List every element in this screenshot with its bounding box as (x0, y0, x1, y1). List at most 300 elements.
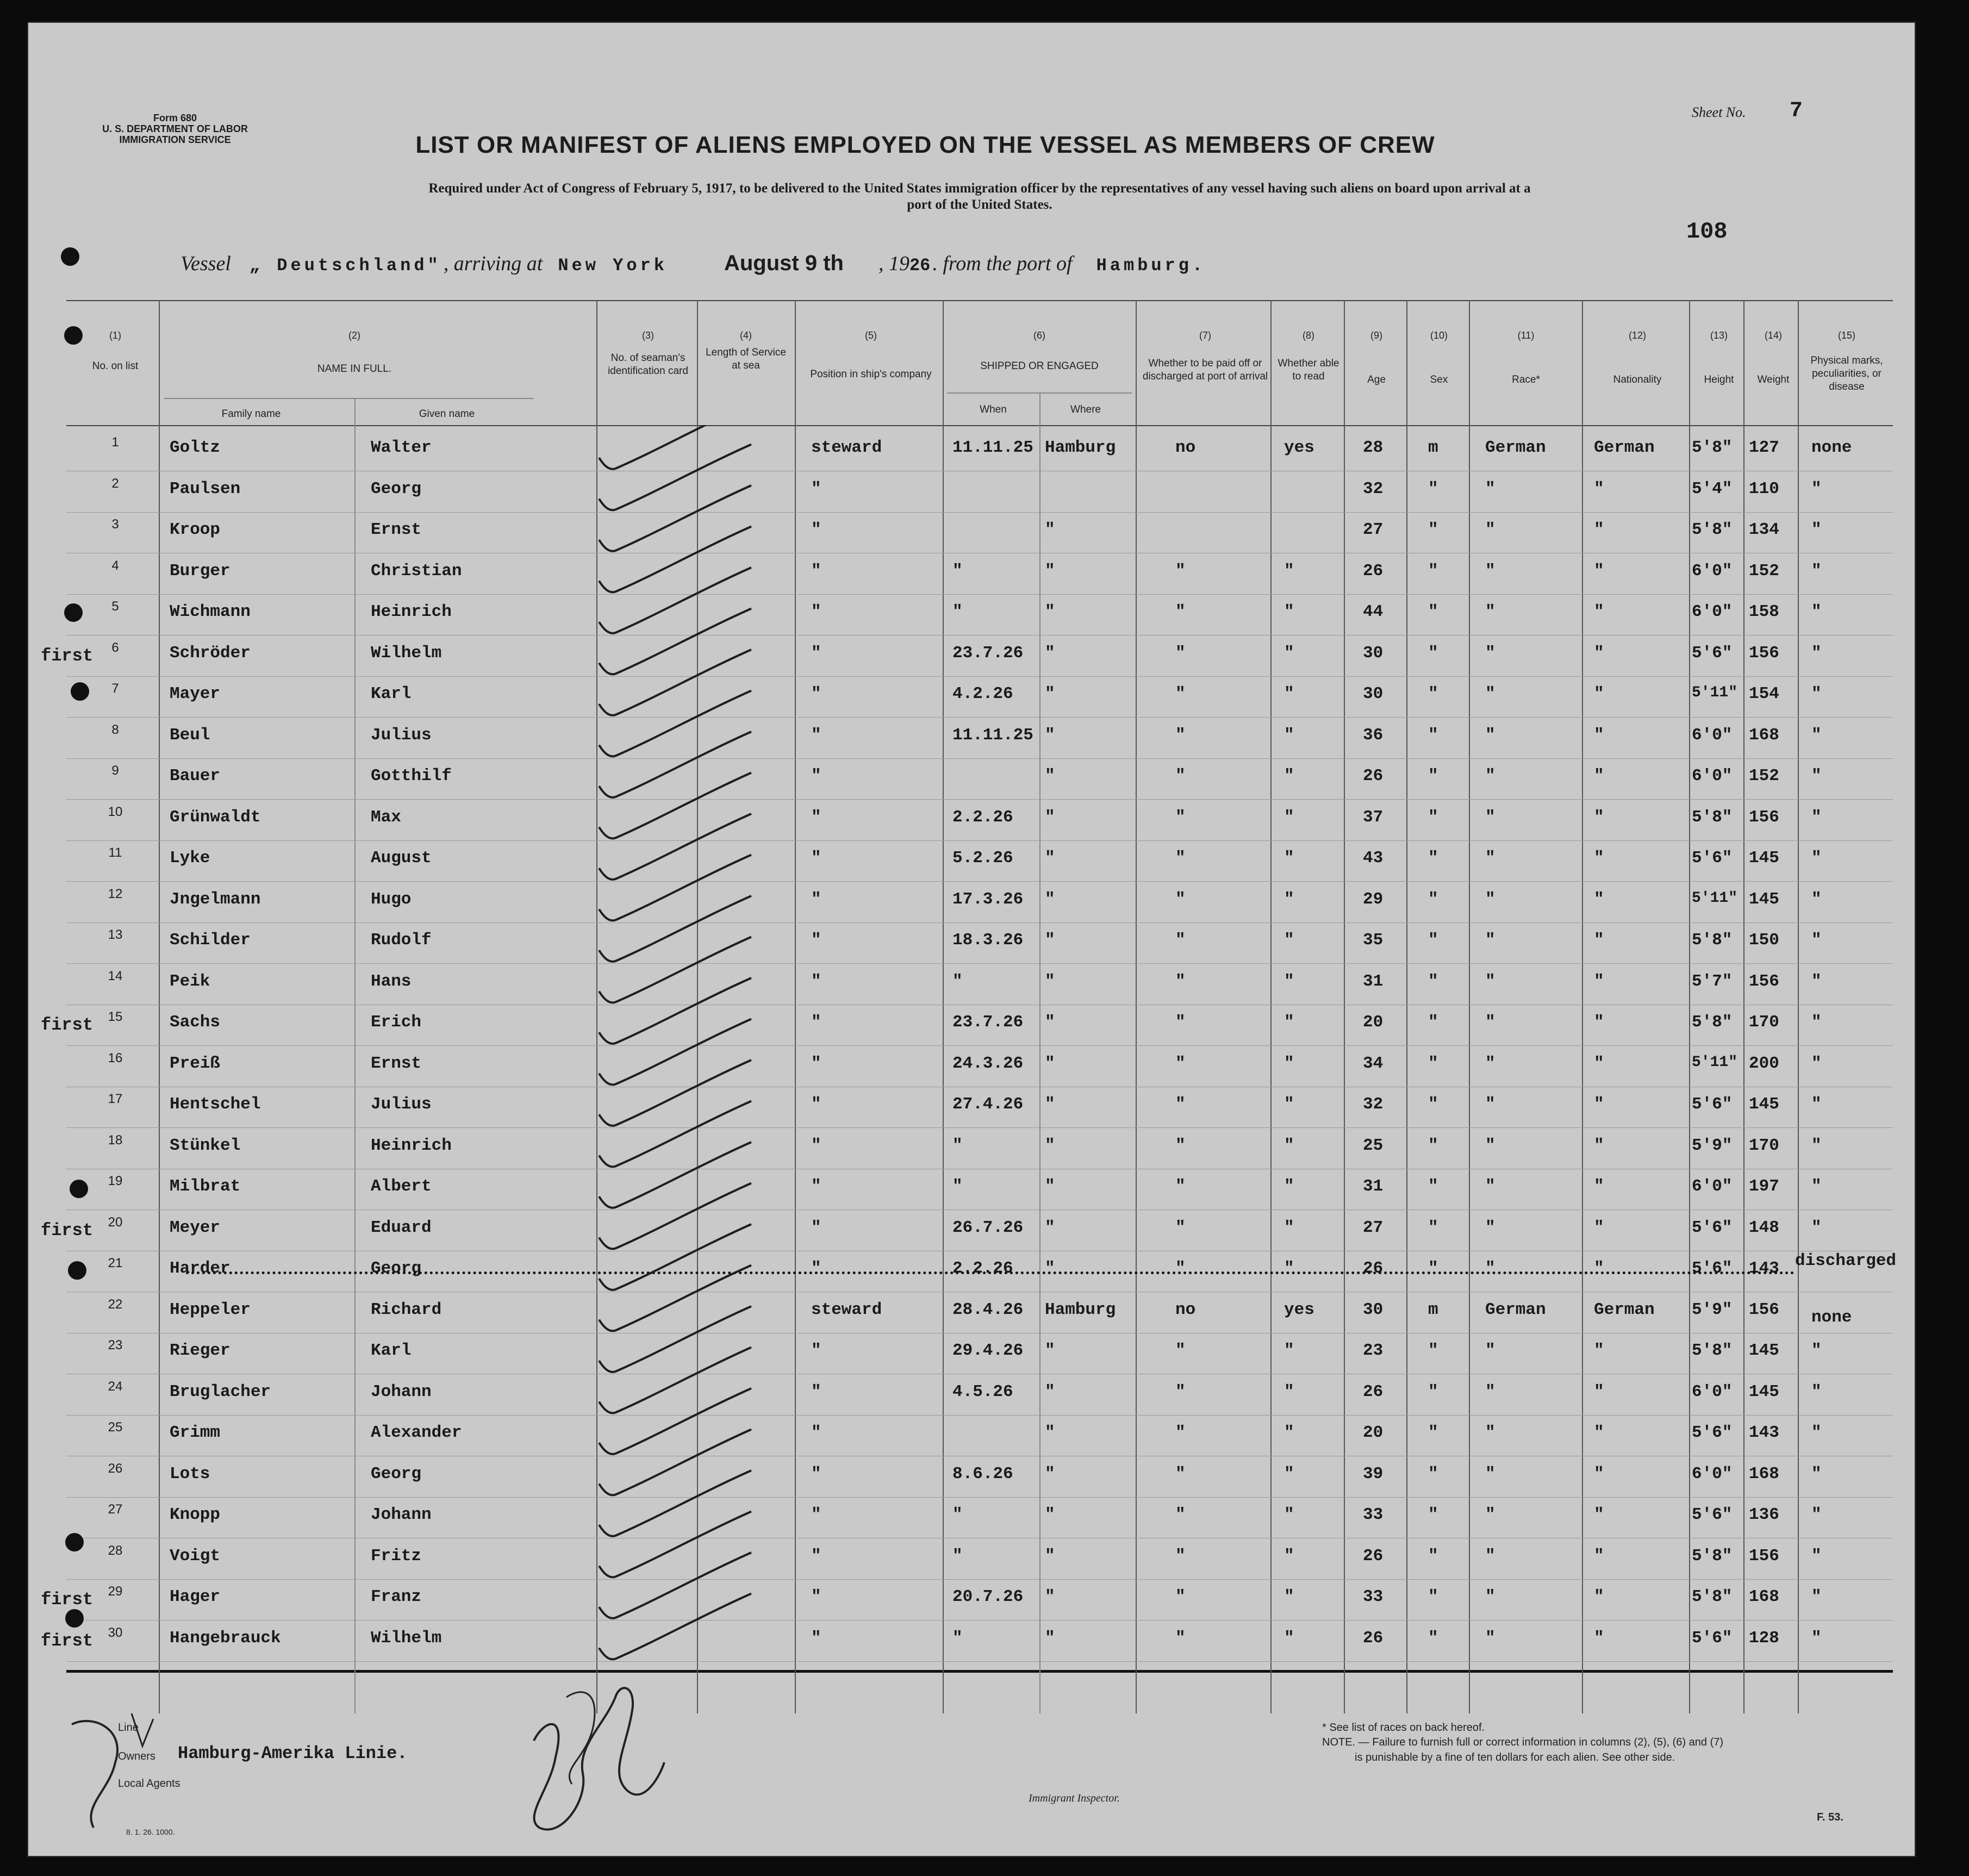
subtitle (219, 180, 1741, 213)
nationality-cell: " (1594, 1341, 1604, 1360)
race-cell: German (1485, 1300, 1546, 1319)
position-cell: " (811, 1547, 821, 1566)
position-cell: " (811, 849, 821, 868)
given-name-cell: Max (371, 808, 401, 827)
sex-cell: " (1428, 1629, 1438, 1648)
race-cell: " (1485, 684, 1496, 703)
table-row (66, 595, 1893, 636)
check-mark (599, 896, 751, 962)
check-mark (599, 485, 751, 551)
weight-cell: 110 (1749, 479, 1779, 498)
year-suffix: 26 (909, 255, 931, 276)
race-cell: " (1485, 1464, 1496, 1484)
position-cell: " (811, 1382, 821, 1401)
shipped-where-cell: " (1045, 1464, 1055, 1484)
nationality-cell: " (1594, 1136, 1604, 1155)
position-cell: " (811, 479, 821, 498)
row-rule (66, 1620, 1893, 1621)
form-code: F. 53. (1817, 1811, 1843, 1823)
colnum: (1) (109, 330, 121, 341)
paid-off-cell: " (1175, 1464, 1186, 1484)
physical-marks-cell: " (1811, 972, 1822, 991)
given-name-cell: Georg (371, 1259, 422, 1278)
given-name-cell: Erich (371, 1013, 422, 1032)
physical-marks-cell: " (1811, 849, 1822, 868)
height-cell: 5'8" (1692, 1587, 1733, 1606)
paid-off-cell: " (1175, 1341, 1186, 1360)
nationality-cell: " (1594, 1054, 1604, 1073)
age-cell: 25 (1363, 1136, 1384, 1155)
table-row (66, 472, 1893, 513)
family-name-cell: Lyke (170, 849, 210, 868)
year-prefix: , 19 (878, 252, 909, 275)
table-row (66, 1621, 1893, 1662)
row-number: 16 (108, 1051, 123, 1065)
physical-marks-cell: " (1811, 520, 1822, 539)
age-cell: 30 (1363, 644, 1384, 663)
physical-marks-cell: " (1811, 890, 1822, 909)
shipped-when-cell: " (952, 1136, 963, 1155)
given-name-cell: Richard (371, 1300, 442, 1319)
height-cell: 5'9" (1692, 1300, 1733, 1319)
height-cell: 6'0" (1692, 1464, 1733, 1484)
shipped-when-cell: " (952, 602, 963, 621)
age-cell: 27 (1363, 520, 1384, 539)
nationality-cell: " (1594, 479, 1604, 498)
given-name-cell: Heinrich (371, 1136, 452, 1155)
sex-cell: " (1428, 766, 1438, 786)
family-name-cell: Mayer (170, 684, 221, 703)
race-cell: " (1485, 849, 1496, 868)
weight-cell: 168 (1749, 1464, 1779, 1484)
height-cell: 5'6" (1692, 1505, 1733, 1524)
weight-cell: 152 (1749, 766, 1779, 786)
family-name-cell: Kroop (170, 520, 221, 539)
given-name-cell: Fritz (371, 1547, 422, 1566)
shipped-where-cell: " (1045, 808, 1055, 827)
sex-cell: " (1428, 1136, 1438, 1155)
family-name-cell: Voigt (170, 1547, 221, 1566)
sex-cell: " (1428, 644, 1438, 663)
position-cell: " (811, 1177, 821, 1196)
sheet-label: Sheet No. (1692, 104, 1746, 120)
weight-cell: 143 (1749, 1423, 1779, 1442)
physical-marks-cell: " (1811, 1013, 1822, 1032)
race-cell: " (1485, 808, 1496, 827)
age-cell: 26 (1363, 562, 1384, 581)
nationality-cell: " (1594, 644, 1604, 663)
check-mark (599, 650, 751, 715)
port-arrival: New York (558, 255, 668, 276)
shipped-where-cell: Hamburg (1045, 1300, 1116, 1319)
able-read-cell: " (1284, 1218, 1294, 1237)
table-body (66, 431, 1897, 1670)
nationality-cell: " (1594, 766, 1604, 786)
nationality-cell: " (1594, 1013, 1604, 1032)
position-cell: " (811, 1464, 821, 1484)
shipped-where-cell: " (1045, 1629, 1055, 1648)
check-mark (599, 1019, 751, 1085)
port-from: Hamburg. (1096, 255, 1206, 276)
table-row (66, 1457, 1893, 1498)
physical-marks-cell: " (1811, 1054, 1822, 1073)
weight-cell: 145 (1749, 1341, 1779, 1360)
age-cell: 43 (1363, 849, 1384, 868)
nationality-cell: " (1594, 726, 1604, 745)
check-mark (599, 1101, 751, 1167)
row-number: 26 (108, 1461, 123, 1476)
physical-marks-cell: " (1811, 1505, 1822, 1524)
race-cell: " (1485, 1177, 1496, 1196)
shipped-when-cell: 17.3.26 (952, 890, 1024, 909)
height-cell: 5'7" (1692, 972, 1733, 991)
position-cell: " (811, 602, 821, 621)
paid-off-cell: " (1175, 1423, 1186, 1442)
age-cell: 29 (1363, 890, 1384, 909)
able-read-cell: " (1284, 1423, 1294, 1442)
shipped-when-cell: 28.4.26 (952, 1300, 1024, 1319)
shipped-when-cell: 23.7.26 (952, 1013, 1024, 1032)
weight-cell: 168 (1749, 1587, 1779, 1606)
weight-cell: 127 (1749, 438, 1779, 457)
margin-note: first (41, 1590, 94, 1610)
race-cell: " (1485, 1341, 1496, 1360)
height-cell: 5'8" (1692, 931, 1733, 950)
row-number: 28 (108, 1543, 123, 1558)
sex-cell: " (1428, 1547, 1438, 1566)
age-cell: 32 (1363, 479, 1384, 498)
check-mark (599, 814, 751, 880)
paid-off-cell: " (1175, 1505, 1186, 1524)
header-physical: Physical marks, peculiarities, or disease (1810, 355, 1883, 392)
family-name-cell: Schilder (170, 931, 251, 950)
paid-off-cell: " (1175, 1177, 1186, 1196)
given-name-cell: Rudolf (371, 931, 432, 950)
able-read-cell: " (1284, 1382, 1294, 1401)
age-cell: 33 (1363, 1587, 1384, 1606)
header-name-in-full: NAME IN FULL. (317, 363, 392, 375)
race-cell: " (1485, 1136, 1496, 1155)
weight-cell: 145 (1749, 1382, 1779, 1401)
paid-off-cell: " (1175, 1095, 1186, 1114)
check-mark (599, 1266, 751, 1331)
age-cell: 26 (1363, 1629, 1384, 1648)
note-penalty: NOTE. — Failure to furnish full or correct information in columns (2), (5), (6) and (7) (1322, 1736, 1724, 1748)
able-read-cell: " (1284, 1259, 1294, 1278)
given-name-cell: Franz (371, 1587, 422, 1606)
paid-off-cell: " (1175, 890, 1186, 909)
table-row (66, 1169, 1893, 1211)
sex-cell: " (1428, 890, 1438, 909)
row-number: 24 (108, 1379, 123, 1394)
family-name-cell: Hangebrauck (170, 1629, 281, 1648)
table-row (66, 636, 1893, 677)
header-no-on-list: No. on list (92, 360, 139, 372)
shipped-where-cell: " (1045, 890, 1055, 909)
sex-cell: " (1428, 684, 1438, 703)
sex-cell: " (1428, 1054, 1438, 1073)
table-row (66, 1293, 1893, 1334)
family-name-cell: Grünwaldt (170, 808, 261, 827)
nationality-cell: " (1594, 684, 1604, 703)
weight-cell: 154 (1749, 684, 1779, 703)
height-cell: 5'6" (1692, 1629, 1733, 1648)
manifest-sheet (27, 22, 1916, 1857)
header-shipped: SHIPPED OR ENGAGED (980, 360, 1099, 372)
sex-cell: " (1428, 1095, 1438, 1114)
check-mark (599, 445, 751, 510)
weight-cell: 145 (1749, 890, 1779, 909)
row-rule (66, 1127, 1893, 1128)
height-cell: 6'0" (1692, 1177, 1733, 1196)
sex-cell: " (1428, 1259, 1438, 1278)
race-cell: " (1485, 1054, 1496, 1073)
family-name-cell: Schröder (170, 644, 251, 663)
height-cell: 5'6" (1692, 1423, 1733, 1442)
weight-cell: 150 (1749, 931, 1779, 950)
age-cell: 20 (1363, 1013, 1384, 1032)
shipped-where-cell: " (1045, 1587, 1055, 1606)
colnum: (5) (865, 330, 877, 341)
weight-cell: 156 (1749, 644, 1779, 663)
position-cell: " (811, 520, 821, 539)
table-row (66, 1129, 1893, 1170)
family-name-cell: Rieger (170, 1341, 230, 1360)
shipped-when-cell: " (952, 1505, 963, 1524)
family-name-cell: Harder (170, 1259, 230, 1278)
family-name-cell: Paulsen (170, 479, 241, 498)
age-cell: 23 (1363, 1341, 1384, 1360)
height-cell: 5'8" (1692, 1013, 1733, 1032)
shipped-when-cell: 27.4.26 (952, 1095, 1024, 1114)
shipped-where-cell: " (1045, 766, 1055, 786)
nationality-cell: " (1594, 1423, 1604, 1442)
given-name-cell: Hans (371, 972, 412, 991)
able-read-cell: " (1284, 684, 1294, 703)
position-cell: " (811, 766, 821, 786)
paid-off-cell: " (1175, 931, 1186, 950)
shipped-when-cell: " (952, 562, 963, 581)
header-able-read: Whether able to read (1278, 358, 1339, 382)
physical-marks-cell: " (1811, 1218, 1822, 1237)
weight-cell: 158 (1749, 602, 1779, 621)
able-read-cell: " (1284, 1547, 1294, 1566)
height-cell: 5'11" (1692, 890, 1738, 907)
age-cell: 20 (1363, 1423, 1384, 1442)
able-read-cell: " (1284, 1054, 1294, 1073)
sex-cell: " (1428, 808, 1438, 827)
weight-cell: 143 (1749, 1259, 1779, 1278)
shipped-when-cell: 18.3.26 (952, 931, 1024, 950)
age-cell: 39 (1363, 1464, 1384, 1484)
height-cell: 5'8" (1692, 438, 1733, 457)
note-penalty-cont: is punishable by a fine of ten dollars for each alien. See other side. (1355, 1752, 1675, 1763)
header-where: Where (1070, 404, 1101, 415)
row-number: 8 (111, 722, 119, 737)
race-cell: " (1485, 1095, 1496, 1114)
colnum: (11) (1517, 330, 1535, 341)
given-name-cell: Ernst (371, 1054, 422, 1073)
position-cell: " (811, 1259, 821, 1278)
height-cell: 5'11" (1692, 684, 1738, 701)
age-cell: 26 (1363, 1547, 1384, 1566)
margin-note: first (41, 1015, 94, 1035)
sex-cell: " (1428, 1505, 1438, 1524)
nationality-cell: " (1594, 1587, 1604, 1606)
sex-cell: " (1428, 1587, 1438, 1606)
table-row (66, 1333, 1893, 1375)
strikethrough-line (186, 1272, 1795, 1274)
form-line: Form 680 (153, 113, 197, 123)
family-name-cell: Wichmann (170, 602, 251, 621)
family-name-cell: Bruglacher (170, 1382, 271, 1401)
paid-off-cell: " (1175, 1054, 1186, 1073)
able-read-cell: " (1284, 562, 1294, 581)
physical-marks-cell: " (1811, 1547, 1822, 1566)
table-row (66, 1416, 1893, 1457)
position-cell: steward (811, 438, 882, 457)
position-cell: " (811, 562, 821, 581)
shipped-where-cell: " (1045, 602, 1055, 621)
shipped-where-cell: " (1045, 562, 1055, 581)
subtitle-line-2: port of the United States. (907, 197, 1052, 212)
paid-off-cell: " (1175, 1218, 1186, 1237)
nationality-cell: " (1594, 931, 1604, 950)
paid-off-cell: " (1175, 602, 1186, 621)
given-name-cell: Ernst (371, 520, 422, 539)
row-number: 21 (108, 1256, 123, 1270)
given-name-cell: Julius (371, 726, 432, 745)
shipped-where-cell: Hamburg (1045, 438, 1116, 457)
shipped-when-cell: " (952, 1547, 963, 1566)
sheet-number: 7 (1790, 99, 1803, 123)
row-rule (66, 1661, 1893, 1662)
row-number: 30 (108, 1625, 123, 1640)
row-number: 29 (108, 1584, 123, 1599)
shipped-where-cell: " (1045, 1013, 1055, 1032)
check-mark (599, 1594, 751, 1660)
family-name-cell: Beul (170, 726, 210, 745)
given-name-cell: Georg (371, 479, 422, 498)
height-cell: 6'0" (1692, 1382, 1733, 1401)
colnum: (14) (1764, 330, 1782, 341)
height-cell: 5'6" (1692, 644, 1733, 663)
family-name-cell: Milbrat (170, 1177, 241, 1196)
physical-marks-cell: " (1811, 808, 1822, 827)
race-cell: " (1485, 1218, 1496, 1237)
crew-table (66, 300, 1897, 1713)
check-mark (599, 855, 751, 921)
position-cell: " (811, 1587, 821, 1606)
family-name-cell: Preiß (170, 1054, 221, 1073)
nationality-cell: " (1594, 1464, 1604, 1484)
height-cell: 5'6" (1692, 849, 1733, 868)
race-cell: " (1485, 1629, 1496, 1648)
shipped-when-cell: 2.2.26 (952, 1259, 1013, 1278)
physical-marks-cell: " (1811, 726, 1822, 745)
given-name-cell: Alexander (371, 1423, 462, 1442)
race-cell: " (1485, 890, 1496, 909)
weight-cell: 170 (1749, 1013, 1779, 1032)
given-name-cell: Wilhelm (371, 644, 442, 663)
given-name-cell: Gotthilf (371, 766, 452, 786)
paid-off-cell: " (1175, 726, 1186, 745)
shipped-where-cell: " (1045, 1095, 1055, 1114)
shipped-where-cell: " (1045, 1136, 1055, 1155)
nationality-cell: " (1594, 520, 1604, 539)
nationality-cell: " (1594, 1382, 1604, 1401)
sex-cell: " (1428, 849, 1438, 868)
nationality-cell: " (1594, 562, 1604, 581)
colnum: (15) (1837, 330, 1855, 341)
paid-off-cell: " (1175, 972, 1186, 991)
row-number: 23 (108, 1338, 123, 1353)
row-rule (66, 1045, 1893, 1046)
given-name-cell: Wilhelm (371, 1629, 442, 1648)
age-cell: 26 (1363, 766, 1384, 786)
nationality-cell: " (1594, 972, 1604, 991)
row-number: 27 (108, 1502, 123, 1517)
weight-cell: 145 (1749, 1095, 1779, 1114)
row-number: 1 (111, 435, 119, 450)
race-cell: " (1485, 1587, 1496, 1606)
form-line: U. S. DEPARTMENT OF LABOR (102, 123, 248, 134)
table-row (66, 800, 1893, 842)
able-read-cell: yes (1284, 438, 1314, 457)
vessel-line (180, 251, 1648, 284)
colnum: (10) (1430, 330, 1448, 341)
shipped-when-cell: 26.7.26 (952, 1218, 1024, 1237)
sex-cell: " (1428, 562, 1438, 581)
weight-cell: 156 (1749, 1547, 1779, 1566)
margin-note: first (41, 646, 94, 666)
physical-marks-cell: " (1811, 562, 1822, 581)
header-race: Race* (1512, 374, 1540, 385)
shipped-where-cell: " (1045, 1177, 1055, 1196)
colnum: (4) (740, 330, 752, 341)
height-cell: 5'8" (1692, 1547, 1733, 1566)
nationality-cell: " (1594, 1629, 1604, 1648)
check-mark (599, 1142, 751, 1208)
given-name-cell: Karl (371, 1341, 412, 1360)
table-row (66, 964, 1893, 1006)
able-read-cell: " (1284, 1341, 1294, 1360)
family-name-cell: Meyer (170, 1218, 221, 1237)
punch-hole (61, 247, 79, 266)
able-read-cell: " (1284, 726, 1294, 745)
print-code: 8. 1. 26. 1000. (126, 1828, 175, 1836)
age-cell: 26 (1363, 1259, 1384, 1278)
row-number: 7 (111, 681, 119, 696)
family-name-cell: Peik (170, 972, 210, 991)
row-number: 10 (108, 805, 123, 819)
shipped-when-cell: " (952, 1177, 963, 1196)
punch-hole (70, 1180, 88, 1198)
height-cell: 6'0" (1692, 726, 1733, 745)
physical-marks-cell: " (1811, 1177, 1822, 1196)
able-read-cell: " (1284, 644, 1294, 663)
margin-note: first (41, 1631, 94, 1651)
sex-cell: " (1428, 1423, 1438, 1442)
physical-marks-cell: " (1811, 1464, 1822, 1484)
row-number: 20 (108, 1215, 123, 1230)
nationality-cell: German (1594, 1300, 1655, 1319)
nationality-cell: " (1594, 602, 1604, 621)
row-number: 12 (108, 887, 123, 901)
race-cell: " (1485, 972, 1496, 991)
owners-label: Owners (118, 1750, 155, 1762)
age-cell: 33 (1363, 1505, 1384, 1524)
